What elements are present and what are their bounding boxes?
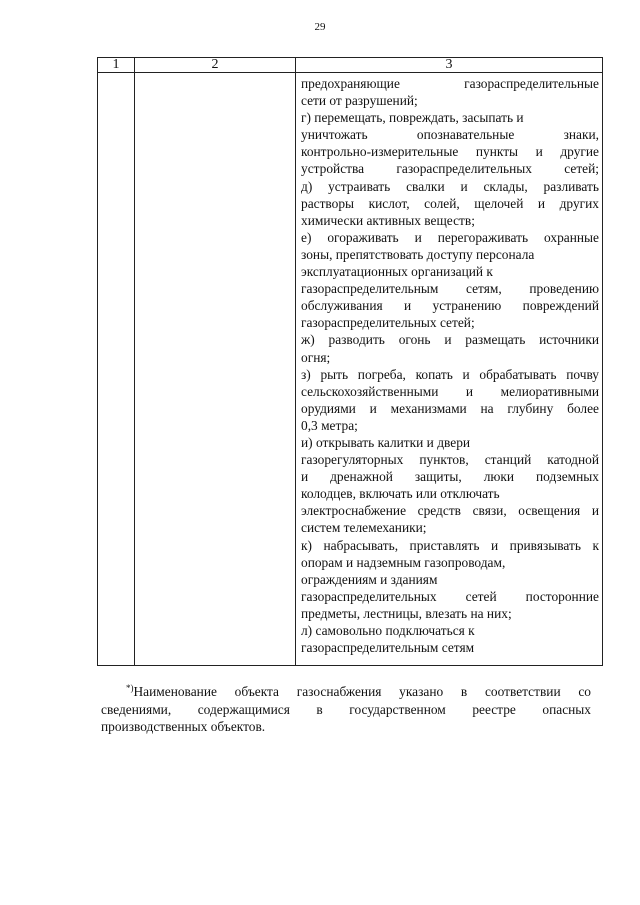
header-col-1: 1 [98,58,135,73]
text-line: газораспределительным сетям, проведению [301,281,599,297]
text-line: химически активных веществ; [301,212,475,228]
footnote [101,683,591,736]
requirements-table [97,57,603,666]
text-line: уничтожать опознавательные знаки, [301,127,599,143]
footnote-line: *)Наименование объекта газоснабжения указано в соответствии со [126,683,591,699]
text-line: 0,3 метра; [301,417,358,433]
text-line: к) набрасывать, приставлять и привязывать к [301,537,599,553]
text-line: зоны, препятствовать доступу персонала [301,246,535,262]
text-line: сельскохозяйственными и мелиоративными [301,383,599,399]
cell-col-3-text [296,73,602,656]
text-line: огня; [301,349,331,365]
text-line: е) огораживать и перегораживать охранные [301,229,599,245]
header-col-2: 2 [135,58,296,73]
text-line: сети от разрушений; [301,93,418,109]
text-line: газораспределительных сетей; [301,315,475,331]
text-line: электроснабжение средств связи, освещения и [301,503,599,519]
text-line: л) самовольно подключаться к [301,623,475,638]
text-line: д) устраивать свалки и склады, разливать [301,178,599,194]
text-line: предохраняющие газораспределительные [301,76,599,91]
text-line: опорам и надземным газопроводам, [301,554,506,570]
cell-col-2 [135,73,296,666]
text-line: предметы, лестницы, влезать на них; [301,605,512,621]
table-row [98,73,603,666]
footnote-marker: *) [126,683,134,693]
text-line: ж) разводить огонь и размещать источники [301,332,599,348]
text-line: газораспределительным сетям [301,640,475,656]
text-line: эксплуатационных организаций к [301,264,493,280]
text-line: растворы кислот, солей, щелочей и других [301,195,599,211]
footnote-line: сведениями, содержащимися в государственном реестре опасных [101,701,591,717]
header-col-3: 3 [296,58,603,73]
text-line: колодцев, включать или отключать [301,486,500,502]
page-number: 29 [314,21,326,33]
text-line: г) перемещать, повреждать, засыпать и [301,110,524,126]
footnote-line: производственных объектов. [101,719,266,734]
text-line: и) открывать калитки и двери [301,434,471,450]
text-line: орудиями и механизмами на глубину более [301,400,599,416]
cell-col-1 [98,73,135,666]
table-header-row [98,58,603,73]
text-line: и дренажной защиты, люки подземных [301,469,599,485]
cell-col-3 [296,73,603,666]
text-line: газораспределительных сетей посторонние [301,588,599,604]
text-line: систем телемеханики; [301,520,427,536]
text-line: ограждениям и зданиям [301,571,438,587]
text-line: газорегуляторных пунктов, станций катодной [301,452,599,468]
text-line: обслуживания и устранению повреждений [301,298,599,314]
text-line: устройства газораспределительных сетей; [301,161,599,177]
text-line: контрольно-измерительные пункты и другие [301,144,599,160]
text-line: з) рыть погреба, копать и обрабатывать почву [301,366,599,382]
